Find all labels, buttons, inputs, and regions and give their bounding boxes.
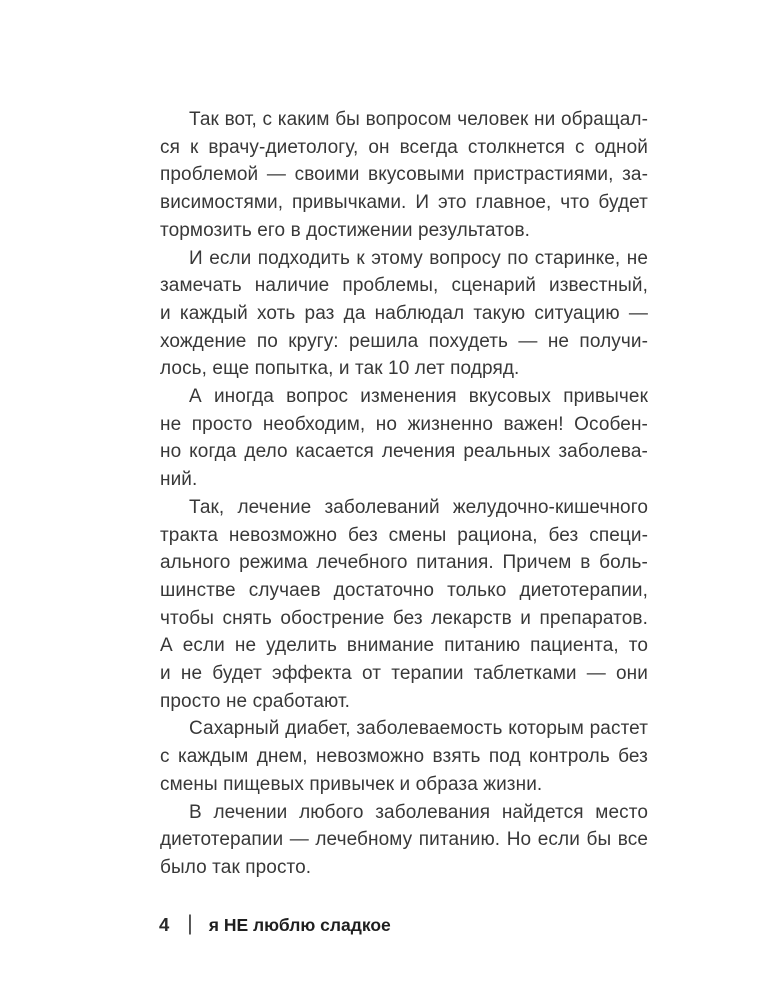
text-line: лось, еще попытка, и так 10 лет подряд. bbox=[160, 358, 520, 380]
text-line: было так просто. bbox=[160, 856, 312, 878]
text-line: с каждым днем, невозможно взять под контроль без bbox=[160, 746, 648, 768]
page-text-block bbox=[160, 106, 648, 882]
text-line: но когда дело касается лечения реальных заболева- bbox=[160, 441, 648, 463]
text-line: чтобы снять обострение без лекарств и препаратов. bbox=[160, 607, 648, 629]
text-line: просто не сработают. bbox=[160, 690, 351, 712]
paragraph bbox=[160, 245, 648, 384]
text-line: смены пищевых привычек и образа жизни. bbox=[160, 773, 543, 795]
text-line: диетотерапии — лечебному питанию. Но если бы все bbox=[160, 829, 648, 851]
text-line: А если не уделить внимание питанию пациента, то bbox=[160, 635, 648, 657]
footer-separator-bar: | bbox=[187, 912, 193, 935]
paragraph bbox=[160, 715, 648, 798]
text-line: тракта невозможно без смены рациона, без специ- bbox=[160, 524, 648, 546]
text-line: висимостями, привычками. И это главное, что будет bbox=[160, 192, 648, 214]
text-line: Так, лечение заболеваний желудочно-кишечного bbox=[189, 496, 648, 518]
text-line: шинстве случаев достаточно только диетотерапии, bbox=[160, 579, 648, 601]
text-line: Сахарный диабет, заболеваемость которым растет bbox=[189, 718, 648, 740]
page-footer bbox=[159, 912, 391, 938]
text-line: замечать наличие проблемы, сценарий известный, bbox=[160, 275, 648, 297]
paragraph bbox=[160, 106, 648, 245]
text-line: А иногда вопрос изменения вкусовых привычек bbox=[189, 386, 648, 408]
text-line: не просто необходим, но жизненно важен! Особен- bbox=[160, 413, 648, 435]
text-line: Так вот, с каким бы вопросом человек ни обращал- bbox=[189, 109, 648, 130]
text-line: и каждый хоть раз да наблюдал такую ситуацию — bbox=[160, 302, 648, 324]
text-line: И если подходить к этому вопросу по старинке, не bbox=[189, 247, 648, 269]
text-line: тормозить его в достижении результатов. bbox=[160, 219, 531, 241]
text-line: ний. bbox=[160, 469, 198, 491]
text-line: ального режима лечебного питания. Причем в боль- bbox=[160, 552, 648, 574]
text-line: проблемой — своими вкусовыми пристрастиями, за- bbox=[160, 164, 648, 186]
text-line: ся к врачу-диетологу, он всегда столкнется с одной bbox=[160, 136, 648, 158]
paragraph bbox=[160, 383, 648, 494]
text-line: хождение по кругу: решила похудеть — не получи- bbox=[160, 330, 648, 352]
paragraph bbox=[160, 799, 648, 882]
page-number: 4 bbox=[159, 914, 170, 935]
text-line: и не будет эффекта от терапии таблетками — они bbox=[160, 663, 648, 685]
running-title: я НЕ люблю сладкое bbox=[208, 914, 391, 935]
paragraph bbox=[160, 494, 648, 716]
text-line: В лечении любого заболевания найдется место bbox=[189, 801, 648, 823]
